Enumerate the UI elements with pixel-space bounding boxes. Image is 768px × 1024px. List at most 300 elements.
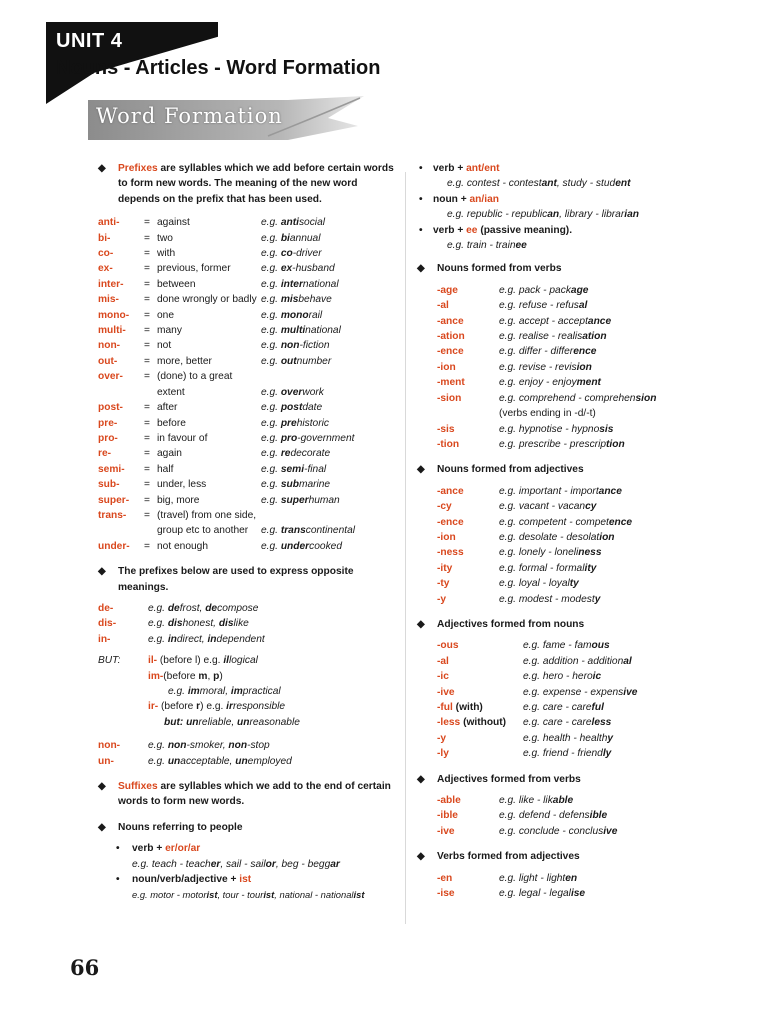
diamond-icon: ◆ xyxy=(417,464,425,476)
example-bold: out xyxy=(280,355,297,367)
example-bold: ance xyxy=(598,485,622,497)
example-bold: age xyxy=(570,284,589,296)
eg-label: e.g. xyxy=(261,479,281,491)
prefix-row xyxy=(98,446,400,461)
equals-sign: = xyxy=(144,494,150,506)
adjectives-from-verbs-rows xyxy=(417,793,667,839)
equals-sign: = xyxy=(144,540,150,552)
prefix-term: trans- xyxy=(98,509,127,521)
suffix-row xyxy=(417,669,667,684)
equals-sign: = xyxy=(144,355,150,367)
but-il-row: BUT: il- (before l) e.g. illogical xyxy=(98,655,258,667)
suffix-term: -y xyxy=(437,593,447,605)
page-title: Nouns - Articles - Word Formation xyxy=(56,57,381,79)
example-bold: less xyxy=(591,717,612,729)
eg-label: e.g. xyxy=(261,540,281,552)
suffix-term: -tion xyxy=(437,438,460,450)
example-bold: super xyxy=(280,494,309,506)
example-rest: e.g. formal - formal xyxy=(499,562,585,574)
example-bold: under xyxy=(280,540,310,552)
example-rest: -smoker, xyxy=(186,740,229,752)
ee-example: e.g. train - trainee xyxy=(447,240,527,252)
equals-sign: = xyxy=(144,294,150,306)
suffix-term: -ous xyxy=(437,640,459,652)
prefix-example xyxy=(261,462,326,477)
prefix-row xyxy=(98,277,400,292)
suffix-cell xyxy=(417,499,499,514)
suffix-row xyxy=(417,484,667,499)
prefix-meaning: half xyxy=(157,463,174,475)
example-rest: direct, xyxy=(176,633,208,645)
example-bold: un xyxy=(235,755,248,767)
eg-label: e.g. xyxy=(148,602,168,614)
prefix-example xyxy=(261,416,329,431)
suffix-example xyxy=(499,808,607,823)
example-rest: acceptable, xyxy=(180,755,236,767)
suffix-row xyxy=(417,793,667,808)
prefix-example xyxy=(261,308,322,323)
eg-label: e.g. xyxy=(261,386,281,398)
example-bold: cy xyxy=(585,501,597,513)
prefix-row xyxy=(98,215,400,230)
equals-sign: = xyxy=(144,402,150,414)
suffix-row xyxy=(417,298,667,313)
prefix-example xyxy=(148,754,292,769)
unit-label: UNIT 4 xyxy=(56,30,123,52)
prefix-example xyxy=(261,292,332,307)
suffix-note: (with) xyxy=(452,702,483,713)
verbs-from-adjectives-rows xyxy=(417,871,667,902)
example-rest: e.g. modest - modest xyxy=(499,593,595,605)
prefix-meaning: more, better xyxy=(157,355,212,367)
prefix-meaning: two xyxy=(157,232,173,244)
prefix-meaning: between xyxy=(157,278,196,290)
suffix-cell xyxy=(417,715,523,730)
prefix-example xyxy=(261,446,330,461)
eg-label: e.g. xyxy=(261,448,281,460)
suffix-example xyxy=(499,437,625,452)
opposite-prefix-row xyxy=(98,738,400,753)
prefix-row xyxy=(98,246,400,261)
example-rest: -final xyxy=(304,463,327,475)
suffix-term: -ence xyxy=(437,346,464,358)
opposite-rows xyxy=(98,601,400,647)
suffix-term: -ity xyxy=(437,562,453,574)
suffix-cell xyxy=(417,592,499,607)
equals-sign: = xyxy=(144,278,150,290)
example-bold: ive xyxy=(623,686,638,698)
suffix-row xyxy=(417,654,667,669)
example-bold: ness xyxy=(578,547,602,559)
equals-sign: = xyxy=(144,479,150,491)
equals-sign: = xyxy=(144,463,150,475)
ist-example: e.g. motor - motorist, tour - tourist, national - nationalist xyxy=(132,889,365,901)
prefix-example xyxy=(261,261,335,276)
suffix-term: -ance xyxy=(437,485,464,497)
prefix-term: super- xyxy=(98,494,130,506)
example-bold: mono xyxy=(280,309,309,321)
prefix-row xyxy=(98,292,400,307)
prefix-row xyxy=(98,338,400,353)
suffix-term: -cy xyxy=(437,501,452,513)
nouns-from-verbs-heading: ◆ Nouns formed from verbs xyxy=(417,261,667,276)
example-bold: re xyxy=(280,448,291,460)
page-number: 66 xyxy=(70,955,100,980)
ant-ent-example: e.g. contest - contestant, study - student xyxy=(447,178,631,190)
suffix-term: -ness xyxy=(437,547,464,559)
example-bold: ence xyxy=(573,346,597,358)
eg-label: e.g. xyxy=(261,294,281,306)
equals-sign: = xyxy=(144,432,150,444)
example-bold: ise xyxy=(570,888,586,900)
example-rest: national xyxy=(305,325,341,337)
example-rest: e.g. accept - accept xyxy=(499,315,588,327)
prefix-example xyxy=(148,616,249,631)
example-rest: e.g. care - care xyxy=(523,702,592,713)
prefix-term: pro- xyxy=(98,432,118,444)
prefix-term: semi- xyxy=(98,463,125,475)
prefix-row xyxy=(98,477,400,492)
example-bold: multi xyxy=(280,325,306,337)
suffix-example xyxy=(499,344,596,359)
suffix-term: -al xyxy=(437,300,449,312)
equals-sign: = xyxy=(144,309,150,321)
example-bold: al xyxy=(623,655,632,667)
suffixes-intro: ◆ Suffixes are syllables which we add to the end of certain words to form new words. xyxy=(98,781,391,808)
diamond-icon: ◆ xyxy=(98,781,106,793)
suffix-example xyxy=(523,638,610,653)
prefix-example xyxy=(261,493,340,508)
suffix-term: -ic xyxy=(437,671,449,683)
example-bold: ity xyxy=(584,562,597,574)
example-rest: e.g. expense - expens xyxy=(523,686,624,698)
prefix-example xyxy=(261,246,322,261)
prefix-meaning: many xyxy=(157,325,182,337)
example-bold: in xyxy=(167,633,177,645)
prefix-term: sub- xyxy=(98,479,120,491)
suffix-row xyxy=(417,746,667,761)
nouns-from-verbs-rows xyxy=(417,283,667,406)
prefix-term: multi- xyxy=(98,325,126,337)
suffix-row xyxy=(417,344,667,359)
suffix-term: -ive xyxy=(437,686,455,698)
example-bold: sub xyxy=(280,479,299,491)
prefix-meaning: before xyxy=(157,417,186,429)
prefix-row xyxy=(98,493,400,508)
prefix-meaning: done wrongly or badly xyxy=(157,294,257,306)
eg-label: e.g. xyxy=(261,309,281,321)
example-bold: y xyxy=(607,732,614,744)
example-rest: e.g. pack - pack xyxy=(499,284,571,296)
suffix-example xyxy=(499,283,588,298)
example-bold: post xyxy=(280,402,303,414)
example-bold: dis xyxy=(218,618,234,630)
suffix-example xyxy=(499,298,587,313)
prefix-table xyxy=(98,215,400,554)
adjectives-from-nouns-heading: ◆ Adjectives formed from nouns xyxy=(417,617,667,632)
suffix-cell xyxy=(417,314,499,329)
suffix-term: -al xyxy=(437,655,449,667)
prefix-example xyxy=(261,338,330,353)
prefix-row xyxy=(98,369,400,400)
prefix-term: out- xyxy=(98,355,118,367)
example-rest: cooked xyxy=(309,540,342,552)
nouns-from-adjectives-rows xyxy=(417,484,667,607)
banner-title: Word Formation xyxy=(96,104,283,128)
suffix-row xyxy=(417,437,667,452)
er-or-ar-example: e.g. teach - teacher, sail - sailor, beg - beggar xyxy=(132,858,340,870)
people-heading: ◆ Nouns referring to people xyxy=(98,820,400,835)
prefix-example xyxy=(261,523,355,538)
example-rest: e.g. light - light xyxy=(499,872,566,884)
bullet-dot-icon: • xyxy=(419,224,423,236)
example-rest: e.g. lonely - loneli xyxy=(499,547,579,559)
example-bold: mis xyxy=(280,294,299,306)
suffix-term: -sion xyxy=(437,392,462,404)
suffix-row xyxy=(417,715,667,730)
right-column xyxy=(417,161,667,901)
suffix-term: -ence xyxy=(437,516,464,528)
example-rest: behave xyxy=(298,294,332,306)
example-rest: e.g. comprehend - comprehen xyxy=(499,392,636,404)
prefix-row xyxy=(98,508,400,539)
adjectives-from-nouns-rows xyxy=(417,638,667,761)
example-rest: -fiction xyxy=(299,340,330,352)
prefix-meaning: again xyxy=(157,448,182,460)
equals-sign: = xyxy=(144,448,150,460)
suffix-cell xyxy=(417,700,523,715)
example-rest: e.g. defend - defens xyxy=(499,810,590,822)
example-rest: e.g. health - health xyxy=(523,732,608,744)
suffix-cell xyxy=(417,545,499,560)
suffix-example xyxy=(499,545,602,560)
eg-label: e.g. xyxy=(261,217,281,229)
prefix-row xyxy=(98,308,400,323)
suffix-example xyxy=(499,871,577,886)
example-rest: historic xyxy=(296,417,329,429)
suffix-example xyxy=(499,576,579,591)
prefix-term: un- xyxy=(98,755,114,767)
example-rest: e.g. differ - differ xyxy=(499,346,574,358)
left-column xyxy=(98,161,400,903)
adjectives-from-verbs-heading: ◆ Adjectives formed from verbs xyxy=(417,772,667,787)
opposite-prefix-row xyxy=(98,616,400,631)
suffix-cell xyxy=(417,561,499,576)
eg-label: e.g. xyxy=(261,355,281,367)
suffix-example xyxy=(499,592,600,607)
example-rest: e.g. enjoy - enjoy xyxy=(499,377,577,389)
diamond-icon: ◆ xyxy=(417,618,425,630)
suffix-row xyxy=(417,886,667,901)
example-rest: number xyxy=(296,355,332,367)
opposite-heading: ◆ The prefixes below are used to express opposite meanings. xyxy=(98,566,354,593)
eg-label: e.g. xyxy=(148,740,168,752)
suffix-cell xyxy=(417,329,499,344)
suffix-cell xyxy=(417,283,499,298)
example-bold: de xyxy=(205,602,218,614)
equals-sign: = xyxy=(144,371,150,383)
example-rest: e.g. refuse - refus xyxy=(499,300,579,312)
example-bold: bi xyxy=(280,232,290,244)
prefix-term: bi- xyxy=(98,232,111,244)
example-bold: able xyxy=(552,795,574,807)
example-rest: e.g. important - import xyxy=(499,485,599,497)
prefix-row xyxy=(98,400,400,415)
suffix-cell xyxy=(417,808,499,823)
suffix-row xyxy=(417,499,667,514)
prefix-example xyxy=(261,215,325,230)
suffix-row xyxy=(417,561,667,576)
prefix-row xyxy=(98,539,400,554)
example-rest: e.g. realise - realis xyxy=(499,331,583,343)
nouns-from-verbs-rows-2 xyxy=(417,422,667,453)
example-bold: ance xyxy=(587,315,612,327)
prefix-term: non- xyxy=(98,340,121,352)
suffix-term: -y xyxy=(437,732,447,744)
suffix-cell xyxy=(417,886,499,901)
example-rest: e.g. friend - friend xyxy=(523,748,603,760)
suffix-term: -less xyxy=(437,717,461,729)
suffix-example xyxy=(499,484,622,499)
example-bold: anti xyxy=(280,217,299,229)
suffix-cell xyxy=(417,576,499,591)
example-rest: dependent xyxy=(216,633,265,645)
suffix-term: -en xyxy=(437,872,453,884)
bullet-ist: • noun/verb/adjective + ist xyxy=(98,872,400,887)
suffix-example xyxy=(499,499,596,514)
opposite-prefix-row xyxy=(98,754,400,769)
example-bold: ment xyxy=(576,377,601,389)
verbs-from-adjectives-heading: ◆ Verbs formed from adjectives xyxy=(417,849,667,864)
example-bold: non xyxy=(280,340,300,352)
suffix-row xyxy=(417,283,667,298)
prefix-row xyxy=(98,354,400,369)
nouns-from-adjectives-heading: ◆ Nouns formed from adjectives xyxy=(417,462,667,477)
bullet-dot-icon: • xyxy=(419,193,423,205)
verbs-ending-note: (verbs ending in -d/-t) xyxy=(499,408,596,420)
example-rest: e.g. addition - addition xyxy=(523,655,624,667)
suffix-example xyxy=(523,715,611,730)
suffix-example xyxy=(499,391,656,406)
im-example: e.g. immoral, impractical xyxy=(168,686,281,697)
equals-sign: = xyxy=(144,263,150,275)
example-bold: pre xyxy=(280,417,297,429)
diamond-icon: ◆ xyxy=(98,163,106,174)
equals-sign: = xyxy=(144,417,150,429)
eg-label: e.g. xyxy=(261,525,281,537)
example-bold: en xyxy=(565,872,578,884)
prefix-example xyxy=(261,323,341,338)
prefix-term: dis- xyxy=(98,618,117,630)
eg-label: e.g. xyxy=(148,618,168,630)
suffix-example xyxy=(499,314,611,329)
eg-label: e.g. xyxy=(261,432,281,444)
an-ian-example: e.g. republic - republican, library - librarian xyxy=(447,209,639,221)
prefix-term: anti- xyxy=(98,217,120,229)
prefix-meaning: after xyxy=(157,402,178,414)
prefix-term: non- xyxy=(98,740,121,752)
suffix-cell xyxy=(417,344,499,359)
suffix-example xyxy=(523,746,611,761)
eg-label: e.g. xyxy=(261,340,281,352)
bullet-dot-icon: • xyxy=(116,874,120,886)
suffix-example xyxy=(499,824,617,839)
suffix-example xyxy=(499,530,615,545)
suffix-example xyxy=(499,793,573,808)
example-rest: e.g. revise - revis xyxy=(499,361,577,373)
suffix-cell xyxy=(417,685,523,700)
example-bold: ence xyxy=(608,516,633,528)
suffix-row xyxy=(417,576,667,591)
suffix-row xyxy=(417,638,667,653)
example-rest: employed xyxy=(247,755,292,767)
prefix-term: mis- xyxy=(98,294,119,306)
but-unreliable: but: unreliable, unreasonable xyxy=(164,716,300,728)
suffix-term: -age xyxy=(437,284,458,296)
suffix-cell xyxy=(417,654,523,669)
suffix-row xyxy=(417,545,667,560)
example-bold: tion xyxy=(606,438,625,450)
opposite-prefix-row xyxy=(98,601,400,616)
example-rest: -driver xyxy=(292,248,322,260)
suffix-example xyxy=(499,561,596,576)
example-rest: e.g. care - care xyxy=(523,717,592,729)
suffix-term: -ise xyxy=(437,888,455,900)
suffix-cell xyxy=(417,360,499,375)
diamond-icon: ◆ xyxy=(417,773,425,785)
suffix-term: -ible xyxy=(437,810,458,822)
eg-label: e.g. xyxy=(148,755,168,767)
prefix-example xyxy=(261,431,354,446)
equals-sign: = xyxy=(144,509,150,521)
prefix-meaning: under, less xyxy=(157,479,207,491)
prefix-row xyxy=(98,261,400,276)
prefix-term: mono- xyxy=(98,309,130,321)
suffix-example xyxy=(499,422,613,437)
example-bold: ly xyxy=(602,748,612,760)
suffix-row xyxy=(417,731,667,746)
example-bold: de xyxy=(167,602,180,614)
suffix-row xyxy=(417,391,667,406)
suffix-row xyxy=(417,375,667,390)
suffix-note: (without) xyxy=(460,717,507,729)
suffix-example xyxy=(523,685,637,700)
suffix-term: -ion xyxy=(437,531,456,543)
eg-label: e.g. xyxy=(261,263,281,275)
opposite-tail-rows xyxy=(98,738,400,769)
example-rest: continental xyxy=(305,525,356,537)
suffix-cell xyxy=(417,746,523,761)
diamond-icon: ◆ xyxy=(98,821,106,833)
example-bold: ive xyxy=(603,825,618,837)
suffix-cell xyxy=(417,298,499,313)
suffix-cell xyxy=(417,422,499,437)
example-rest: e.g. fame - fam xyxy=(523,640,592,652)
prefix-example xyxy=(148,738,270,753)
example-bold: ex xyxy=(280,263,293,275)
suffix-row xyxy=(417,530,667,545)
bullet-an-ian: • noun + an/ian xyxy=(417,192,667,207)
example-bold: sion xyxy=(635,392,657,404)
prefix-meaning: big, more xyxy=(157,494,200,506)
example-rest: e.g. conclude - conclus xyxy=(499,825,604,837)
example-bold: ful xyxy=(591,702,604,713)
diamond-icon: ◆ xyxy=(98,566,106,578)
example-bold: over xyxy=(280,386,303,398)
suffix-row xyxy=(417,871,667,886)
suffix-cell xyxy=(417,484,499,499)
example-bold: in xyxy=(207,633,217,645)
